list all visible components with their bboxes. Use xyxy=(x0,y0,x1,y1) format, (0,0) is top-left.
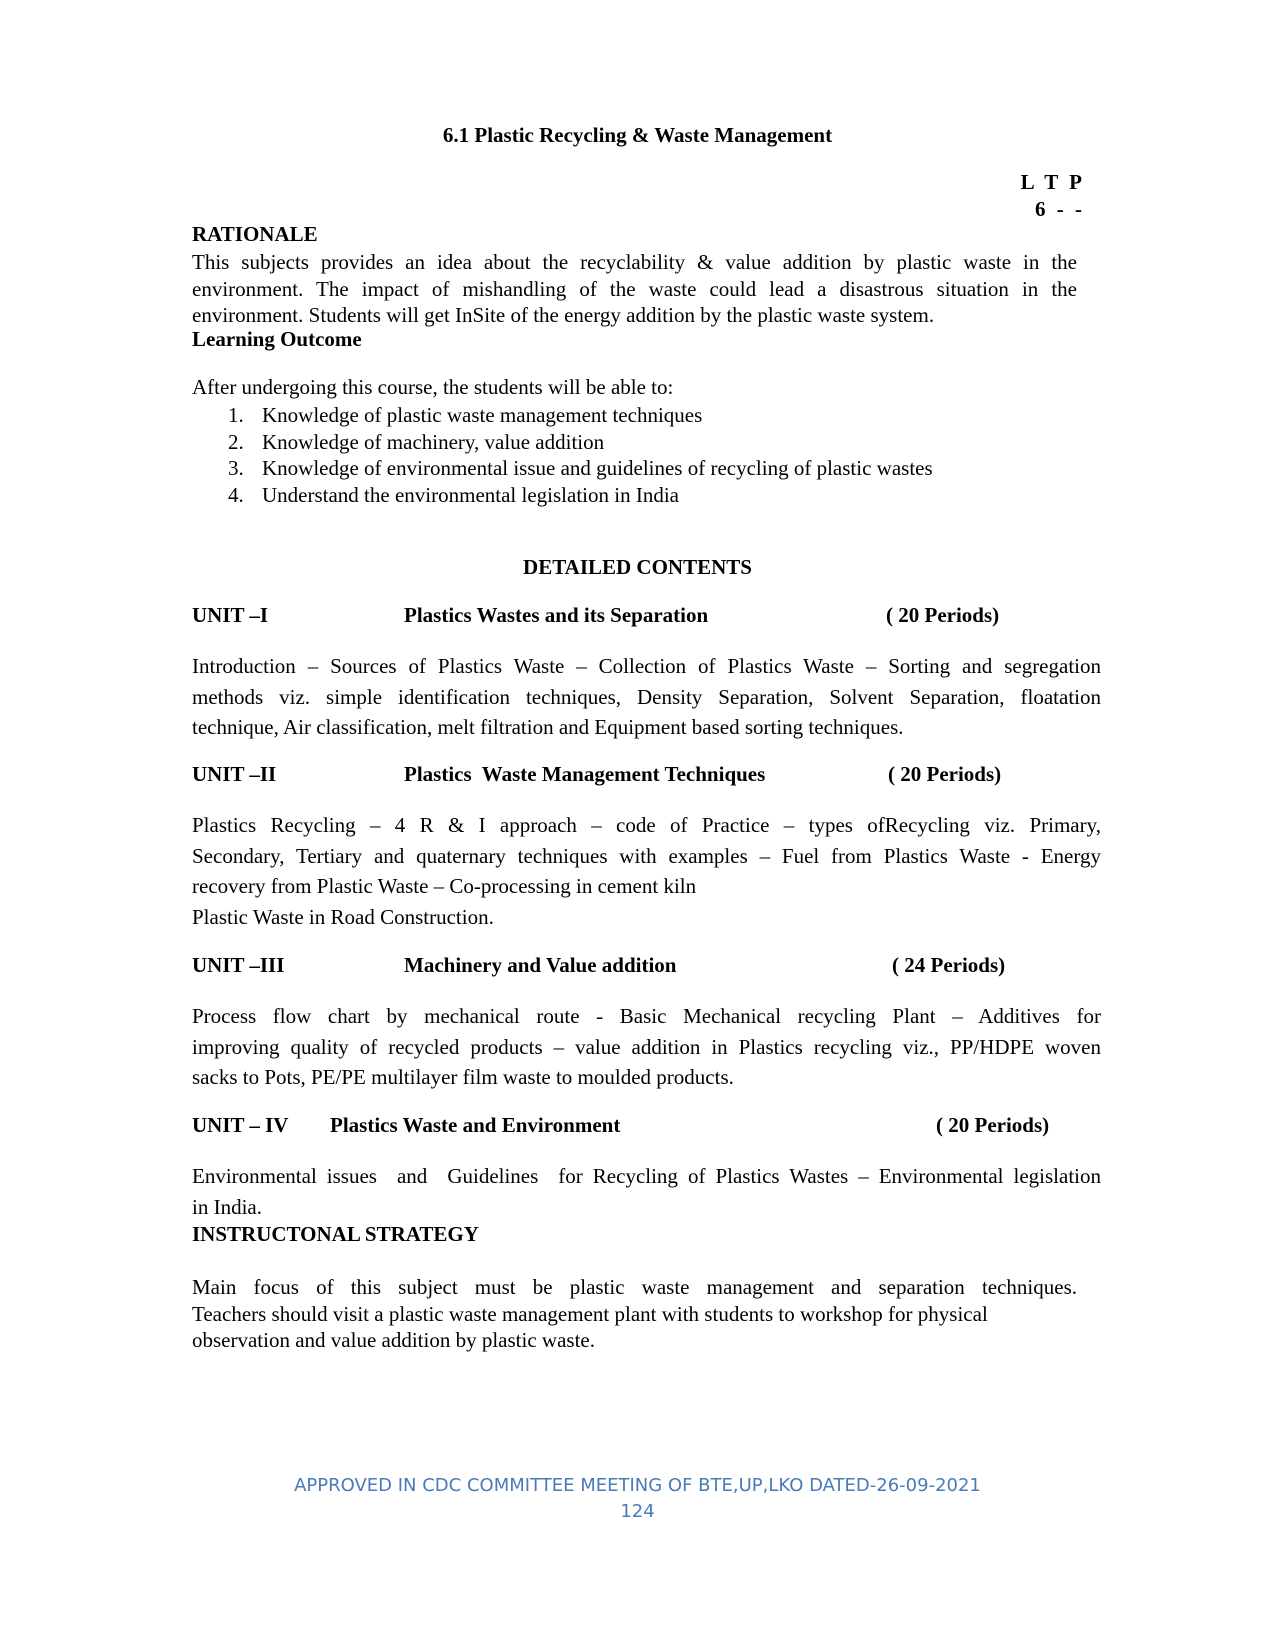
list-number: 3. xyxy=(228,456,244,481)
list-number: 2. xyxy=(228,429,244,454)
unit-header xyxy=(192,953,1092,979)
list-item xyxy=(192,482,933,509)
strategy-line: observation and value addition by plastic waste. xyxy=(192,1328,595,1352)
learning-outcome-intro: After undergoing this course, the students will be able to: xyxy=(192,375,674,399)
unit-label: UNIT –I xyxy=(192,603,269,627)
list-text: Knowledge of plastic waste management techniques xyxy=(262,403,703,427)
strategy-text xyxy=(192,1274,1077,1354)
list-text: Knowledge of machinery, value addition xyxy=(262,429,605,454)
page-number: 124 xyxy=(620,1501,655,1522)
unit-title: Plastics Wastes and its Separation xyxy=(404,603,709,627)
rationale-line: environment. The impact of mishandling of the waste could lead a disastrous situation in the xyxy=(192,276,1077,301)
unit-line: recovery from Plastic Waste – Co-processing in cement kiln xyxy=(192,874,697,898)
strategy-heading: INSTRUCTONAL STRATEGY xyxy=(192,1222,479,1246)
unit-line: methods viz. simple identification techniques, Density Separation, Solvent Separation, floatation xyxy=(192,684,1101,709)
unit-line: Secondary, Tertiary and quaternary techniques with examples – Fuel from Plastics Waste - Energy xyxy=(192,843,1101,868)
unit-line: in India. xyxy=(192,1194,262,1219)
unit-line: Process flow chart by mechanical route - Basic Mechanical recycling Plant – Additives for xyxy=(192,1004,1101,1028)
unit-periods: ( 20 Periods) xyxy=(888,762,1002,786)
unit-body xyxy=(192,1161,1101,1222)
list-text: Understand the environmental legislation in India xyxy=(262,483,679,508)
unit-label: UNIT – IV xyxy=(192,1113,289,1137)
unit-line: Plastics Recycling – 4 R & I approach – code of Practice – types ofRecycling viz. Primary, xyxy=(192,813,1101,837)
list-item xyxy=(192,455,933,482)
ltp-header: L T P xyxy=(1020,170,1085,194)
rationale-line: This subjects provides an idea about the recyclability & value addition by plastic waste in the xyxy=(192,250,1077,274)
approval-footer: APPROVED IN CDC COMMITTEE MEETING OF BTE,UP,LKO DATED-26-09-2021 xyxy=(294,1475,981,1496)
unit-header xyxy=(192,603,1092,629)
unit-line: Plastic Waste in Road Construction. xyxy=(192,904,494,929)
strategy-line: Main focus of this subject must be plastic waste management and separation techniques. xyxy=(192,1275,1077,1299)
strategy-line: Teachers should visit a plastic waste management plant with students to workshop for physical xyxy=(192,1301,988,1326)
learning-outcome-heading: Learning Outcome xyxy=(192,327,362,351)
unit-body xyxy=(192,651,1101,743)
unit-label: UNIT –II xyxy=(192,762,277,786)
rationale-heading: RATIONALE xyxy=(192,222,318,246)
unit-periods: ( 20 Periods) xyxy=(886,603,1000,627)
list-item xyxy=(192,429,933,456)
unit-body xyxy=(192,810,1101,932)
unit-body xyxy=(192,1001,1101,1093)
unit-title: Plastics Waste and Environment xyxy=(330,1113,621,1137)
unit-periods: ( 20 Periods) xyxy=(936,1113,1050,1137)
list-text: Knowledge of environmental issue and guidelines of recycling of plastic wastes xyxy=(262,456,933,481)
list-number: 1. xyxy=(228,403,244,427)
detailed-contents-heading: DETAILED CONTENTS xyxy=(523,555,752,579)
unit-title: Machinery and Value addition xyxy=(404,953,677,977)
unit-line: Environmental issues and Guidelines for Recycling of Plastics Wastes – Environmental legislation xyxy=(192,1164,1101,1188)
list-number: 4. xyxy=(228,483,244,508)
unit-header xyxy=(192,1113,1092,1139)
unit-line: Introduction – Sources of Plastics Waste – Collection of Plastics Waste – Sorting and segregation xyxy=(192,654,1101,678)
rationale-text xyxy=(192,249,1077,329)
unit-header xyxy=(192,762,1092,788)
unit-line: sacks to Pots, PE/PE multilayer film waste to moulded products. xyxy=(192,1065,734,1089)
document-title: 6.1 Plastic Recycling & Waste Management xyxy=(442,123,833,147)
rationale-line: environment. Students will get InSite of the energy addition by the plastic waste system. xyxy=(192,303,935,327)
unit-line: technique, Air classification, melt filtration and Equipment based sorting techniques. xyxy=(192,715,904,739)
unit-line: improving quality of recycled products – value addition in Plastics recycling viz., PP/HDPE woven xyxy=(192,1034,1101,1059)
unit-title: Plastics Waste Management Techniques xyxy=(404,762,766,786)
learning-outcome-list xyxy=(192,402,933,509)
unit-periods: ( 24 Periods) xyxy=(892,953,1006,977)
ltp-values: 6 - - xyxy=(1035,197,1085,221)
list-item xyxy=(192,402,933,429)
unit-label: UNIT –III xyxy=(192,953,285,977)
